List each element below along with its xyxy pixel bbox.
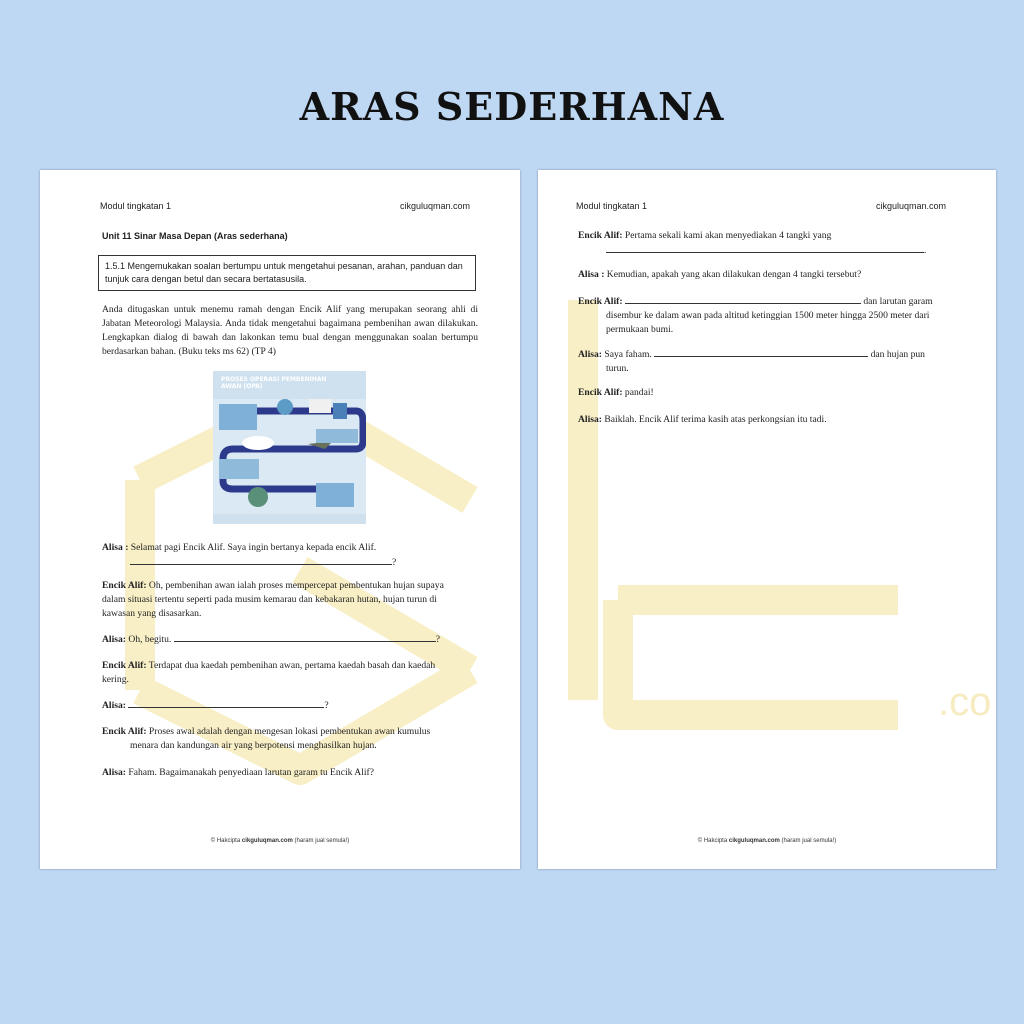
- header-module: Modul tingkatan 1: [100, 201, 172, 211]
- dialog-line: [578, 229, 958, 258]
- speaker: Alisa :: [102, 542, 129, 553]
- dialog-line: [102, 725, 478, 753]
- banner-title: ARAS SEDERHANA: [299, 84, 725, 129]
- dialog-text: Oh, pembenihan awan ialah proses mempercepat pembentukan hujan supaya dalam situasi tertentu seperti pada musim kemarau dan kebakaran hutan, hujan turun di kawasan yang disasarkan.: [102, 580, 444, 619]
- dialog-text: Faham. Bagaimanakah penyediaan larutan garam tu Encik Alif?: [128, 767, 375, 778]
- infographic-title-2: AWAN (OPA): [221, 383, 263, 390]
- dialog-text-continued: menara dan kandungan air yang berpotensi menghasilkan hujan.: [130, 740, 377, 751]
- full-stop: .: [924, 245, 927, 256]
- speaker: Encik Alif:: [102, 580, 147, 591]
- dialog-text: Pertama sekali kami akan menyediakan 4 tangki yang: [624, 230, 832, 241]
- cloud-seeding-infographic: [213, 371, 366, 524]
- document-page-left: [40, 170, 520, 869]
- dialog-text: Kemudian, apakah yang akan dilakukan dengan 4 tangki tersebut?: [606, 269, 862, 280]
- header-site: cikguluqman.com: [400, 201, 471, 211]
- answer-blank[interactable]: [606, 243, 924, 253]
- dialog-line: [102, 541, 478, 570]
- dialog-line: [578, 347, 958, 376]
- dialog-text: Selamat pagi Encik Alif. Saya ingin bertanya kepada encik Alif.: [130, 542, 377, 553]
- dialog-text: dan larutan garam: [863, 296, 933, 307]
- question-mark: ?: [435, 634, 440, 645]
- watermark-text: .co: [938, 680, 992, 724]
- dialog-line: [102, 659, 462, 687]
- dialog-text: Oh, begitu.: [128, 634, 172, 645]
- unit-title: Unit 11 Sinar Masa Depan (Aras sederhana): [102, 231, 288, 241]
- dialog-text: Terdapat dua kaedah pembenihan awan, pertama kaedah basah dan kaedah kering.: [102, 660, 436, 685]
- answer-blank[interactable]: [128, 698, 324, 708]
- dialog-line: [578, 294, 948, 337]
- footer-note: (haram jual semula!): [294, 838, 350, 844]
- learning-objective: 1.5.1 Mengemukakan soalan bertumpu untuk mengetahui pesanan, arahan, panduan dan tunjuk cara dengan betul dan secara bertatasusila.: [98, 255, 476, 291]
- speaker: Encik Alif:: [102, 660, 147, 671]
- speaker: Encik Alif:: [578, 230, 623, 241]
- dialog-text: Saya faham.: [604, 349, 652, 360]
- speaker: Alisa:: [102, 700, 126, 711]
- dialog-text-continued: turun.: [606, 363, 629, 374]
- question-mark: ?: [324, 700, 329, 711]
- speaker: Alisa:: [578, 349, 602, 360]
- task-instructions: Anda ditugaskan untuk menemu ramah dengan Encik Alif yang merupakan seorang ahli di Jabatan Meteorologi Malaysia. Anda tidak mengetahui bagaimana pembenihan awan dilakukan. Lengkapkan dialog di bawah dan lakonkan temu bual dengan menggunakan soalan bertumpu berdasarkan bahan. (Buku teks ms 62) (TP 4): [102, 304, 478, 357]
- header-module: Modul tingkatan 1: [576, 201, 648, 211]
- speaker: Encik Alif:: [578, 296, 623, 307]
- document-page-right: [538, 170, 996, 869]
- dialog-text: Baiklah. Encik Alif terima kasih atas perkongsian itu tadi.: [604, 414, 827, 425]
- footer-note: (haram jual semula!): [781, 838, 837, 844]
- answer-blank[interactable]: [130, 555, 392, 565]
- dialog-line: [102, 632, 478, 647]
- speaker: Encik Alif:: [102, 726, 147, 737]
- copyright-label: © Hakcipta: [697, 838, 728, 844]
- dialog-text: pandai!: [624, 387, 654, 398]
- footer-site: cikguluqman.com: [241, 838, 293, 844]
- dialog-line: [102, 579, 462, 621]
- dialog-text: Proses awal adalah dengan mengesan lokasi pembentukan awan kumulus: [148, 726, 431, 737]
- dialog-line: [578, 386, 958, 400]
- page-footer: [40, 838, 520, 844]
- speaker: Alisa :: [578, 269, 605, 280]
- infographic-title-1: PROSES OPERASI PEMBENIHAN: [221, 376, 327, 383]
- page-footer: [538, 838, 996, 844]
- speaker: Encik Alif:: [578, 387, 623, 398]
- answer-blank[interactable]: [625, 294, 861, 304]
- answer-blank[interactable]: [174, 632, 436, 642]
- speaker: Alisa:: [102, 634, 126, 645]
- answer-blank[interactable]: [654, 347, 868, 357]
- copyright-label: © Hakcipta: [210, 838, 241, 844]
- footer-site: cikguluqman.com: [728, 838, 780, 844]
- question-mark: ?: [392, 557, 397, 568]
- speaker: Alisa:: [102, 767, 126, 778]
- speaker: Alisa:: [578, 414, 602, 425]
- dialog-text-continued: disembur ke dalam awan pada altitud ketinggian 1500 meter hingga 2500 meter dari permukaan bumi.: [606, 310, 930, 335]
- dialog-text-after: dan hujan pun: [870, 349, 925, 360]
- dialog-line: [102, 766, 478, 780]
- dialog-line: [578, 413, 958, 427]
- dialog-line: [102, 698, 478, 713]
- header-site: cikguluqman.com: [876, 201, 947, 211]
- dialog-line: [578, 268, 958, 282]
